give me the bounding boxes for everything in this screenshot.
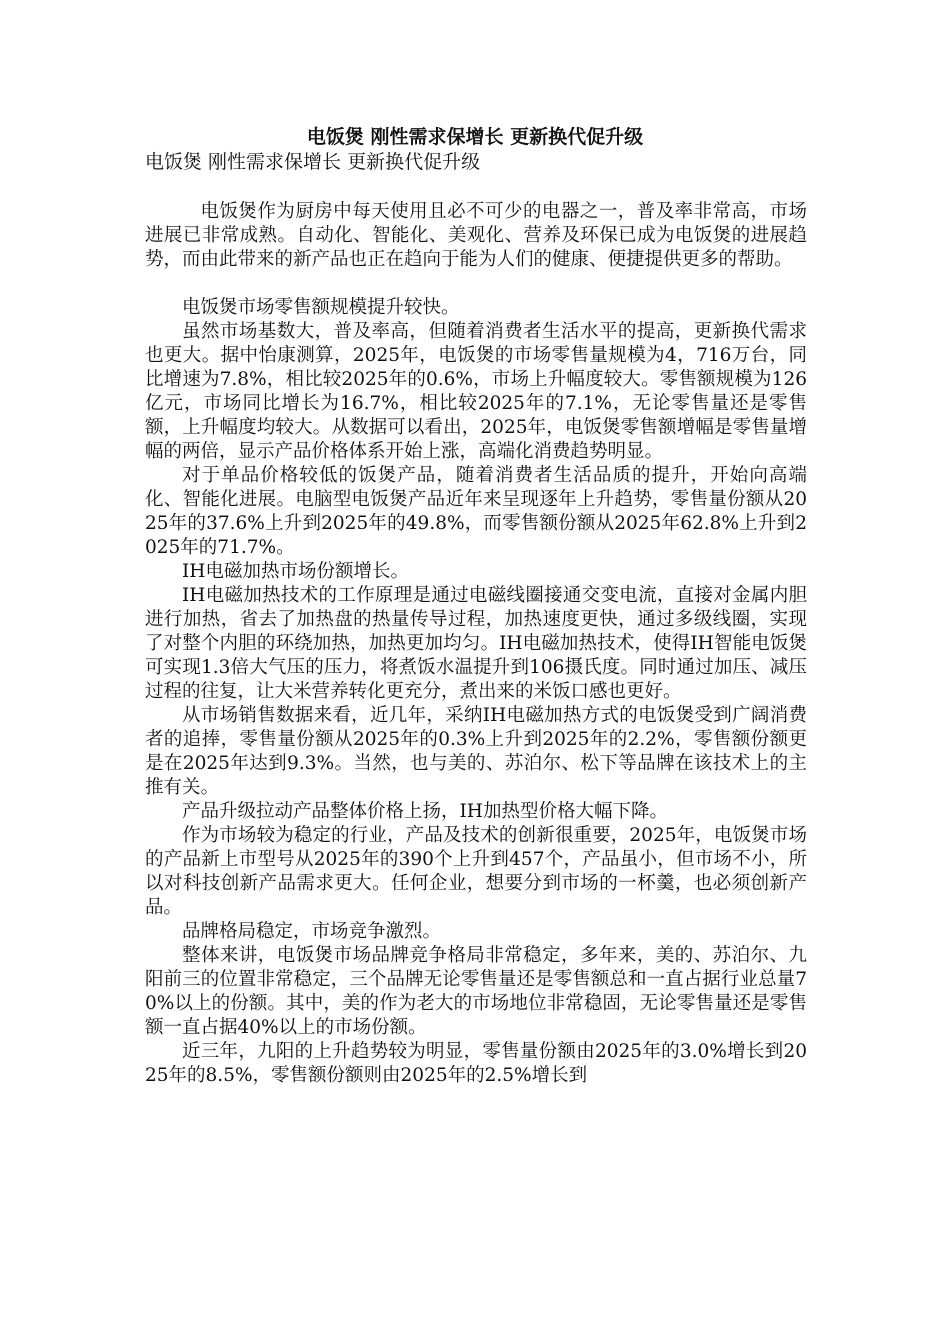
section-heading-brand-structure: 品牌格局稳定，市场竞争激烈。 (182, 921, 442, 942)
intro-paragraph: 电饭煲作为厨房中每天使用且必不可少的电器之一，普及率非常高，市场进展已非常成熟。自动化、智能化、美观化、营养及环保已成为电饭煲的进展趋势，而由此带来的新产品也正在趋向于能为人们的健康、便捷提供更多的帮助。 (145, 201, 807, 270)
paragraph-ih-sales: 从市场销售数据来看，近几年，采纳IH电磁加热方式的电饭煲受到广阔消费者的追捧，零售量份额从2025年的0.3%上升到2025年的2.2%，零售额份额更是在2025年达到9.3%。当然，也与美的、苏泊尔、松下等品牌在该技术上的主推有关。 (145, 705, 807, 798)
paragraph-retail-scale: 虽然市场基数大，普及率高，但随着消费者生活水平的提高，更新换代需求也更大。据中怡康测算，2025年，电饭煲的市场零售量规模为4，716万台，同比增速为7.8%，相比较2025年的0.6%，市场上升幅度较大。零售额规模为126亿元，市场同比增长为16.7%，相比较2025年的7.1%，无论零售量还是零售额，上升幅度均较大。从数据可以看出，2025年，电饭煲零售额增幅是零售量增幅的两倍，显示产品价格体系开始上涨，高端化消费趋势明显。 (145, 321, 807, 462)
paragraph-computer-type: 对于单品价格较低的饭煲产品，随着消费者生活品质的提升，开始向高端化、智能化进展。电脑型电饭煲产品近年来呈现逐年上升趋势，零售量份额从2025年的37.6%上升到2025年的49.8%，而零售额份额从2025年62.8%上升到2025年的71.7%。 (145, 465, 807, 558)
document-subtitle: 电饭煲 刚性需求保增长 更新换代促升级 (145, 151, 481, 173)
section-heading-price-upgrade: 产品升级拉动产品整体价格上扬，IH加热型价格大幅下降。 (182, 801, 668, 822)
paragraph-brand-competition: 整体来讲，电饭煲市场品牌竞争格局非常稳定，多年来，美的、苏泊尔、九阳前三的位置非常稳定，三个品牌无论零售量还是零售额总和一直占据行业总量70%以上的份额。其中，美的作为老大的市场地位非常稳固，无论零售量还是零售额一直占据40%以上的市场份额。 (145, 945, 807, 1038)
paragraph-innovation: 作为市场较为稳定的行业，产品及技术的创新很重要，2025年，电饭煲市场的产品新上市型号从2025年的390个上升到457个，产品虽小，但市场不小，所以对科技创新产品需求更大。任何企业，想要分到市场的一杯羹，也必须创新产品。 (145, 825, 807, 918)
section-heading-ih-share: IH电磁加热市场份额增长。 (182, 561, 409, 582)
document-body (145, 200, 807, 1088)
section-heading-retail-scale: 电饭煲市场零售额规模提升较快。 (182, 297, 460, 318)
document-title: 电饭煲 刚性需求保增长 更新换代促升级 (306, 126, 644, 148)
paragraph-joyoung-growth: 近三年，九阳的上升趋势较为明显，零售量份额由2025年的3.0%增长到2025年的8.5%，零售额份额则由2025年的2.5%增长到 (145, 1041, 807, 1086)
paragraph-ih-principle: IH电磁加热技术的工作原理是通过电磁线圈接通交变电流，直接对金属内胆进行加热，省去了加热盘的热量传导过程，加热速度更快，通过多级线圈，实现了对整个内胆的环绕加热，加热更加均匀。IH电磁加热技术，使得IH智能电饭煲可实现1.3倍大气压的压力，将煮饭水温提升到106摄氏度。同时通过加压、减压过程的往复，让大米营养转化更充分，煮出来的米饭口感也更好。 (145, 585, 807, 702)
paragraph-spacer (145, 272, 807, 296)
